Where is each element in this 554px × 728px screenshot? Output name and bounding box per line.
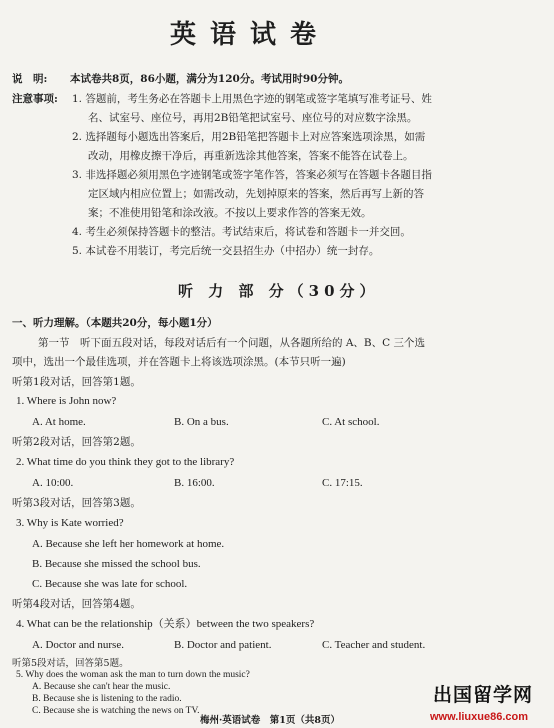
option-c: C. Because she is watching the news on TV. — [32, 706, 200, 716]
page-footer: 梅州·英语试卷 第1页（共8页） — [200, 715, 341, 726]
zhuyi-label: 注意事项: — [12, 93, 58, 105]
question-text: 3. Why is Kate worried? — [16, 517, 124, 529]
question-text: 2. What time do you think they got to the library? — [16, 456, 235, 468]
option-a: A. 10:00. — [32, 477, 74, 489]
question-text: 1. Where is John now? — [16, 395, 117, 407]
option-a: A. Because she can't hear the music. — [32, 682, 171, 692]
page-title: 英语试卷 — [170, 20, 331, 50]
dialog-prompt: 听第4段对话，回答第4题。 — [12, 598, 141, 610]
note-item: 改动，用橡皮擦干净后，再重新选涂其他答案，答案不能答在试卷上。 — [88, 150, 414, 162]
option-a: A. At home. — [32, 416, 86, 428]
option-c: C. Teacher and student. — [322, 639, 426, 651]
option-c: C. 17:15. — [322, 477, 363, 489]
watermark-name: 出国留学网 — [433, 685, 534, 706]
option-b: B. Because she is listening to the radio. — [32, 694, 182, 704]
option-b: B. On a bus. — [174, 416, 229, 428]
note-item: 4. 考生必须保持答题卡的整洁。考试结束后，将试卷和答题卡一并交回。 — [72, 226, 411, 238]
section-title: 听 力 部 分（30分） — [178, 282, 380, 300]
note-item: 定区域内相应位置上；如需改动，先划掉原来的答案，然后再写上新的答 — [88, 188, 424, 200]
part-intro: 项中，选出一个最佳选项，并在答题卡上将该选项涂黑。(本节只听一遍) — [12, 356, 346, 368]
part-intro: 第一节 听下面五段对话，每段对话后有一个问题，从各题所给的 A、B、C 三个选 — [38, 337, 426, 349]
option-b: B. Doctor and patient. — [174, 639, 272, 651]
option-c: C. Because she was late for school. — [32, 578, 188, 590]
watermark-url: www.liuxue86.com — [430, 711, 529, 723]
note-item: 5. 本试卷不用装订，考完后统一交县招生办（中招办）统一封存。 — [72, 245, 380, 257]
note-item: 1. 答题前，考生务必在答题卡上用黑色字迹的钢笔或签字笔填写准考证号、姓 — [72, 93, 432, 105]
question-text: 4. What can be the relationship（关系）between the two speakers? — [16, 618, 315, 630]
option-a: A. Because she left her homework at home. — [32, 538, 225, 550]
part-heading: 一、听力理解。（本题共20分，每小题1分） — [12, 317, 218, 329]
option-b: B. 16:00. — [174, 477, 215, 489]
option-c: C. At school. — [322, 416, 380, 428]
shuoming-label: 说 明: — [12, 73, 48, 85]
dialog-prompt: 听第1段对话，回答第1题。 — [12, 376, 141, 388]
dialog-prompt: 听第5段对话，回答第5题。 — [12, 658, 129, 669]
note-item: 2. 选择题每小题选出答案后，用2B铅笔把答题卡上对应答案选项涂黑，如需 — [72, 131, 426, 143]
dialog-prompt: 听第3段对话，回答第3题。 — [12, 497, 141, 509]
dialog-prompt: 听第2段对话，回答第2题。 — [12, 436, 141, 448]
shuoming-text: 本试卷共8页，86小题，满分为120分。考试用时90分钟。 — [70, 73, 349, 85]
note-item: 案；不准使用铅笔和涂改液。不按以上要求作答的答案无效。 — [88, 207, 372, 219]
option-a: A. Doctor and nurse. — [32, 639, 124, 651]
question-text: 5. Why does the woman ask the man to turn down the music? — [16, 670, 250, 680]
note-item: 名、试室号、座位号，再用2B铅笔把试室号、座位号的对应数字涂黑。 — [88, 112, 418, 124]
note-item: 3. 非选择题必须用黑色字迹钢笔或签字笔作答，答案必须写在答题卡各题目指 — [72, 169, 432, 181]
option-b: B. Because she missed the school bus. — [32, 558, 201, 570]
